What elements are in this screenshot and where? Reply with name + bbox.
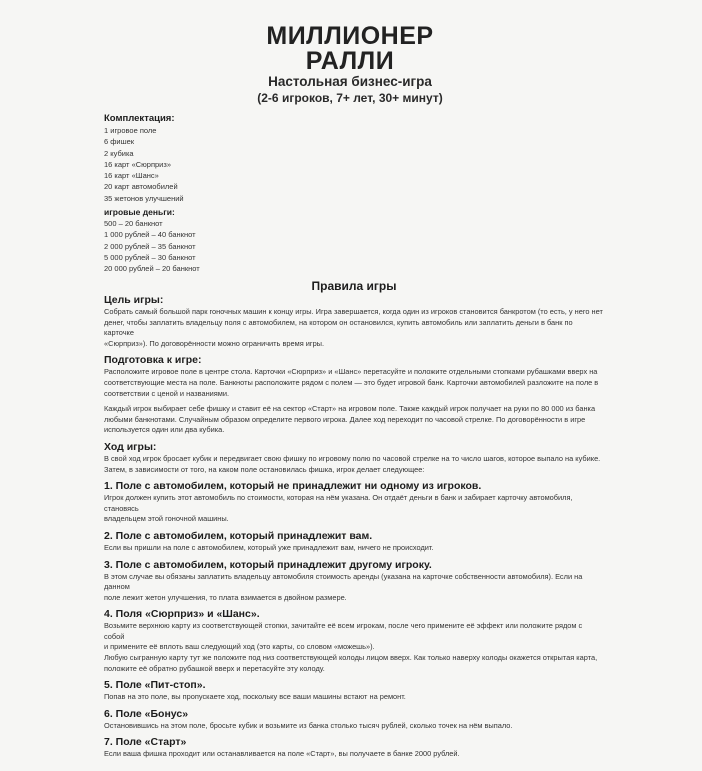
kit-item: 16 карт «Сюрприз» (104, 159, 171, 169)
rule-6-text-line: Остановившись на этом поле, бросьте кубик и возьмите из банка столько тысяч рублей, сколько точек на нём выпало. (104, 720, 513, 730)
rule-3-heading: 3. Поле с автомобилем, который принадлежит другому игроку. (104, 558, 432, 571)
kit-item: 20 карт автомобилей (104, 182, 178, 192)
kit-section (104, 113, 304, 275)
rules-title: Правила игры (311, 279, 397, 293)
rule-4-heading: 4. Поля «Сюрприз» и «Шанс». (104, 608, 260, 621)
rule-3-text-line: В этом случае вы обязаны заплатить владельцу автомобиля стоимость аренды (указана на карточке собственности автомобиля). Если на данном (104, 571, 583, 592)
rule-2-heading: 2. Поле с автомобилем, который принадлежит вам. (104, 529, 373, 542)
game-player-info: (2-6 игроков, 7+ лет, 30+ минут) (257, 91, 443, 105)
kit-item: 35 жетонов улучшений (104, 193, 184, 203)
rule-4-text-line: Любую сыгранную карту тут же положите под низ соответствующей колоды лицом вверх. Как только наверху колоды окажется открытая карта, (104, 653, 598, 663)
prep-text-line: используется один или два кубика. (104, 425, 225, 435)
prep-heading: Подготовка к игре: (104, 354, 202, 367)
goal-heading: Цель игры: (104, 294, 164, 306)
rule-1-text-line: владельцем этой гоночной машины. (104, 514, 229, 524)
rule-3-text-line: поле лежит жетон улучшения, то плата взимается в двойном размере. (104, 592, 347, 602)
rule-7-heading: 7. Поле «Старт» (104, 736, 187, 749)
move-text-line: Затем, в зависимости от того, на каком поле остановилась фишка, игрок делает следующее: (104, 464, 425, 474)
prep-text-line: любыми банкнотами. Случайным образом определите первого игрока. Далее ход переходит по часовой стрелке. По договорённости в игре (104, 414, 586, 424)
prep-text-line: Каждый игрок выбирает себе фишку и ставит её на сектор «Старт» на игровом поле. Также каждый игрок получает на руки по 80 000 из банка (104, 404, 596, 414)
prep-text-line: соответствующие места на поле. Банкноты расположите рядом с полем — это будет игровой банк. Карточки автомобилей разложите на поле в (104, 377, 599, 387)
money-item: 500 – 20 банкнот (104, 219, 163, 229)
rule-2-text-line: Если вы пришли на поле с автомобилем, который уже принадлежит вам, ничего не происходит. (104, 542, 434, 552)
money-item: 2 000 рублей – 35 банкнот (104, 241, 196, 251)
kit-item: 16 карт «Шанс» (104, 171, 159, 181)
goal-text-line: «Сюрприз»). По договорённости можно ограничить время игры. (104, 338, 325, 348)
prep-text-line: соответствии с ценой и названиями. (104, 388, 230, 398)
money-item: 5 000 рублей – 30 банкнот (104, 252, 196, 262)
rule-4-text-line: и примените её вплоть ваш следующий ход (это карты, со словом «можешь»). (104, 642, 375, 652)
goal-text-line: Собрать самый большой парк гоночных машин к концу игры. Игра завершается, когда один из игроков становится банкротом (то есть, у него нет (104, 307, 603, 316)
rule-4-text-line: положите её обратно рубашкой вверх и перетасуйте эту колоду. (104, 663, 325, 673)
game-title-line1: МИЛЛИОНЕР (266, 22, 434, 50)
rule-5-text-line: Попав на это поле, вы пропускаете ход, поскольку все ваши машины встают на ремонт. (104, 692, 406, 702)
game-title-line2: РАЛЛИ (305, 47, 395, 75)
rules-section (104, 279, 604, 760)
kit-item: 6 фишек (104, 137, 135, 147)
rule-4-text-line: Возьмите верхнюю карту из соответствующей стопки, зачитайте её всем игрокам, после чего примените её эффект или положите рядом с собой (104, 621, 583, 641)
rule-1-heading: 1. Поле с автомобилем, который не принадлежит ни одному из игроков. (104, 480, 482, 493)
move-text-line: В свой ход игрок бросает кубик и передвигает свою фишку по игровому полю по часовой стрелке на то число шагов, которое выпало на кубике. (104, 453, 601, 463)
rule-5-heading: 5. Поле «Пит-стоп». (104, 679, 206, 692)
money-item: 20 000 рублей – 20 банкнот (104, 264, 200, 274)
prep-text-line: Расположите игровое поле в центре стола. Карточки «Сюрприз» и «Шанс» перетасуйте и положите отдельными стопками рубашками вверх на (104, 367, 598, 377)
goal-text-line: денег, чтобы заплатить владельцу поля с автомобилем, на котором он остановился, купить автомобиль или заплатить деньги в банк по карточке (104, 317, 573, 338)
move-heading: Ход игры: (104, 440, 157, 453)
kit-item: 1 игровое поле (104, 126, 157, 135)
game-subtitle: Настольная бизнес-игра (268, 74, 432, 89)
kit-heading: Комплектация: (104, 113, 175, 124)
rule-1-text-line: Игрок должен купить этот автомобиль по стоимости, которая на нём указана. Он отдаёт деньги в банк и забирает карточку автомобиля, становясь (104, 493, 573, 513)
kit-item: 2 кубика (104, 148, 134, 158)
money-heading: игровые деньги: (104, 207, 175, 218)
rule-7-text-line: Если ваша фишка проходит или останавливается на поле «Старт», вы получаете в банке 2000 рублей. (104, 749, 460, 759)
money-item: 1 000 рублей – 40 банкнот (104, 230, 196, 240)
rule-6-heading: 6. Поле «Бонус» (104, 707, 189, 720)
